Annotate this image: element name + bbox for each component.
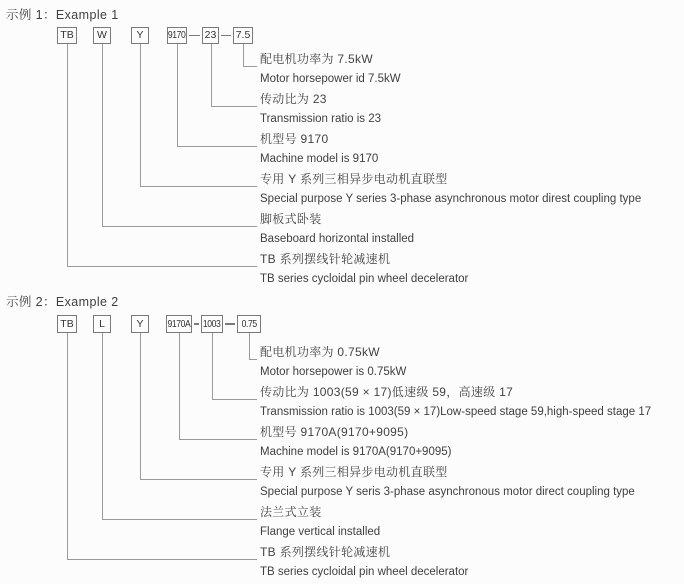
label-chinese: TB 系列摆线针轮减速机 bbox=[260, 545, 391, 559]
connector-hline bbox=[179, 439, 257, 440]
connector-vline bbox=[177, 44, 178, 147]
label-chinese: 传动比为 1003(59 × 17)低速级 59，高速级 17 bbox=[260, 385, 514, 399]
code-separator-dash bbox=[189, 35, 200, 37]
code-box-label: 23 bbox=[204, 29, 217, 42]
code-box bbox=[237, 315, 261, 333]
connector-vline bbox=[67, 44, 68, 267]
code-box-label: 9170 bbox=[168, 29, 186, 42]
code-box bbox=[167, 27, 187, 44]
label-english: Baseboard horizontal installed bbox=[260, 233, 415, 245]
connector-hline bbox=[102, 226, 257, 227]
label-english: TB series cycloidal pin wheel decelerator bbox=[260, 566, 469, 578]
connector-vline bbox=[140, 333, 141, 480]
code-box bbox=[93, 315, 111, 333]
connector-hline bbox=[67, 266, 257, 267]
code-box bbox=[93, 27, 111, 44]
code-box-label: 7.5 bbox=[235, 29, 251, 42]
label-english: Motor horsepower is 0.75kW bbox=[260, 366, 407, 378]
connector-hline bbox=[249, 359, 257, 360]
code-box-label: 9170A bbox=[167, 317, 191, 330]
label-chinese: 配电机功率为 0.75kW bbox=[260, 345, 380, 359]
code-box bbox=[202, 27, 219, 44]
code-box-label: W bbox=[97, 29, 107, 42]
connector-hline bbox=[102, 519, 257, 520]
label-english: Motor horsepower id 7.5kW bbox=[260, 73, 401, 85]
connector-vline bbox=[140, 44, 141, 187]
code-box-label: L bbox=[99, 317, 105, 330]
code-box bbox=[57, 27, 77, 44]
connector-hline bbox=[212, 399, 257, 400]
connector-hline bbox=[140, 186, 257, 187]
connector-vline bbox=[211, 44, 212, 107]
connector-hline bbox=[211, 106, 257, 107]
label-chinese: 传动比为 23 bbox=[260, 92, 327, 106]
label-chinese: 专用 Y 系列三相异步电动机直联型 bbox=[260, 172, 448, 186]
label-english: Machine model is 9170 bbox=[260, 153, 379, 165]
code-box bbox=[201, 315, 223, 333]
code-separator-dash bbox=[221, 35, 231, 37]
label-english: Transmission ratio is 23 bbox=[260, 113, 382, 125]
connector-hline bbox=[67, 559, 257, 560]
code-box-label: TB bbox=[60, 29, 74, 42]
code-box bbox=[131, 27, 149, 44]
connector-hline bbox=[177, 146, 257, 147]
label-chinese: 专用 Y 系列三相异步电动机直联型 bbox=[260, 465, 448, 479]
label-chinese: 法兰式立装 bbox=[260, 505, 322, 519]
label-english: Special purpose Y series 3-phase asynchronous motor direst coupling type bbox=[260, 193, 642, 205]
label-chinese: 配电机功率为 7.5kW bbox=[260, 52, 373, 66]
code-box-label: TB bbox=[60, 317, 74, 330]
code-box bbox=[233, 27, 253, 44]
connector-vline bbox=[243, 44, 244, 67]
example-header: 示例 2：Example 2 bbox=[6, 295, 119, 309]
connector-vline bbox=[67, 333, 68, 560]
code-separator-dash bbox=[225, 323, 235, 325]
code-box-label: Y bbox=[136, 29, 144, 42]
label-english: Flange vertical installed bbox=[260, 526, 381, 538]
label-chinese: 机型号 9170 bbox=[260, 132, 329, 146]
label-chinese: 机型号 9170A(9170+9095) bbox=[260, 425, 409, 439]
label-english: Transmission ratio is 1003(59 × 17)Low-speed stage 59,high-speed stage 17 bbox=[260, 406, 652, 418]
code-box-label: 0.75 bbox=[241, 317, 257, 330]
label-chinese: 脚板式卧装 bbox=[260, 212, 322, 226]
code-box bbox=[166, 315, 192, 333]
connector-vline bbox=[249, 333, 250, 360]
connector-vline bbox=[102, 333, 103, 520]
label-english: Special purpose Y seris 3-phase asynchronous motor direct coupling type bbox=[260, 486, 635, 498]
code-separator-dash bbox=[194, 323, 199, 325]
connector-vline bbox=[179, 333, 180, 440]
code-box bbox=[57, 315, 77, 333]
label-chinese: TB 系列摆线针轮减速机 bbox=[260, 252, 391, 266]
code-box bbox=[131, 315, 149, 333]
label-english: Machine model is 9170A(9170+9095) bbox=[260, 446, 452, 458]
connector-hline bbox=[140, 479, 257, 480]
connector-vline bbox=[212, 333, 213, 400]
code-box-label: Y bbox=[136, 317, 144, 330]
example-header: 示例 1：Example 1 bbox=[6, 8, 119, 22]
connector-hline bbox=[243, 66, 257, 67]
label-english: TB series cycloidal pin wheel decelerator bbox=[260, 273, 469, 285]
code-box-label: 1003 bbox=[203, 317, 221, 330]
connector-vline bbox=[102, 44, 103, 227]
